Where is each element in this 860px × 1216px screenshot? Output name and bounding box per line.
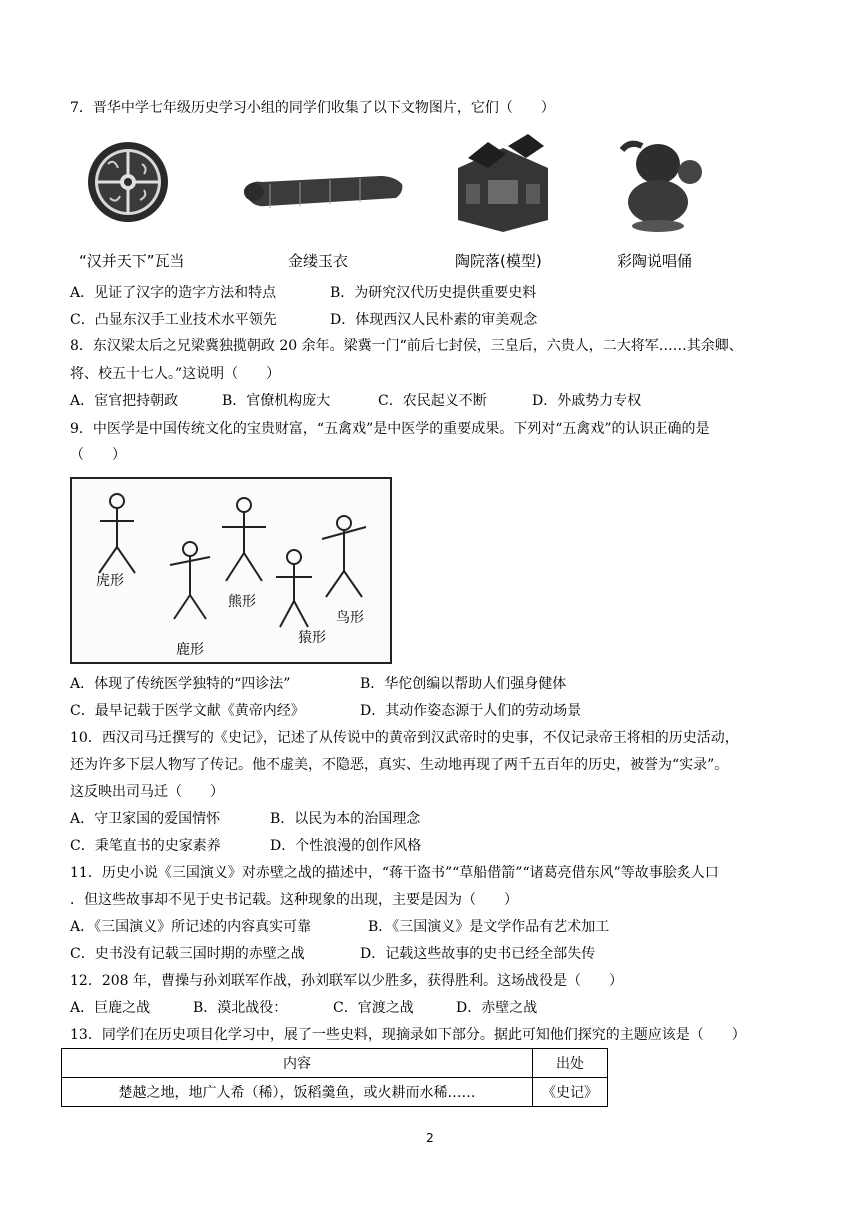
label-bird-form: 鸟形 — [336, 610, 364, 626]
q7-option-b[interactable]: B．为研究汉代历史提供重要史料 — [330, 285, 537, 301]
jade-burial-suit-image — [240, 168, 406, 218]
q12-option-d[interactable]: D．赤壁之战 — [456, 1000, 538, 1016]
q12-stem: 12．208 年，曹操与孙刘联军作战，孙刘联军以少胜多，获得胜利。这场战役是（ ） — [70, 973, 623, 989]
label-bear-form: 熊形 — [228, 594, 256, 610]
q7-option-d[interactable]: D．体现西汉人民朴素的审美观念 — [330, 312, 538, 328]
caption-wadang: “汉并天下”瓦当 — [79, 252, 185, 270]
q11-stem-line1: 11．历史小说《三国演义》对赤壁之战的描述中，“蒋干盗书”“草船借箭”“诸葛亮借东风”等故事脍炙人口 — [70, 865, 719, 881]
caption-figurine: 彩陶说唱俑 — [617, 252, 693, 270]
table-cell-content: 楚越之地，地广人希（稀），饭稻羹鱼，或火耕而水稀…… — [62, 1078, 533, 1107]
q9-stem-line1: 9．中医学是中国传统文化的宝贵财富，“五禽戏”是中医学的重要成果。下列对“五禽戏”的认识正确的是 — [70, 421, 710, 437]
wadang-eave-tile-image — [86, 134, 170, 234]
q7-option-a[interactable]: A．见证了汉字的造字方法和特点 — [70, 285, 277, 301]
table-header-row — [62, 1049, 608, 1078]
q9-option-b[interactable]: B．华佗创编以帮助人们强身健体 — [360, 676, 567, 692]
table-row — [62, 1078, 608, 1107]
q12-option-b[interactable]: B．漠北战役： — [193, 1000, 288, 1016]
q10-stem-line3: 这反映出司马迁（ ） — [70, 784, 224, 800]
table-header-content: 内容 — [62, 1049, 533, 1078]
q12-option-c[interactable]: C．官渡之战 — [333, 1000, 414, 1016]
q9-option-a[interactable]: A．体现了传统医学独特的“四诊法” — [70, 676, 291, 692]
q8-stem-line2: 将、校五十七人。”这说明（ ） — [70, 366, 281, 382]
caption-jade-suit: 金缕玉衣 — [288, 252, 349, 270]
q8-option-c[interactable]: C．农民起义不断 — [378, 393, 487, 409]
q11-option-d[interactable]: D．记载这些故事的史书已经全部失传 — [360, 946, 596, 962]
q9-option-d[interactable]: D．其动作姿态源于人们的劳动场景 — [360, 703, 582, 719]
label-tiger-form: 虎形 — [96, 573, 124, 589]
q9-stem-line2: （ ） — [70, 447, 126, 463]
storyteller-figurine-image — [612, 132, 706, 234]
q13-stem: 13．同学们在历史项目化学习中，展了一些史料，现摘录如下部分。据此可知他们探究的主题应该是（ ） — [70, 1027, 746, 1043]
q11-option-b[interactable]: B．《三国演义》是文学作品有艺术加工 — [368, 919, 610, 935]
q11-option-c[interactable]: C．史书没有记载三国时期的赤壁之战 — [70, 946, 305, 962]
q8-stem-line1: 8．东汉梁太后之兄梁冀独揽朝政 20 余年。梁冀一门“前后七封侯，三皇后，六贵人，二大将军……其余卿、 — [70, 338, 743, 354]
q9-option-c[interactable]: C．最早记载于医学文献《黄帝内经》 — [70, 703, 305, 719]
q11-option-a[interactable]: A．《三国演义》所记述的内容真实可靠 — [70, 919, 312, 935]
q10-stem-line2: 还为许多下层人物写了传记。他不虚美，不隐恶，真实、生动地再现了两千五百年的历史，被誉为“实录”。 — [70, 757, 729, 773]
q7-stem: 7．晋华中学七年级历史学习小组的同学们收集了以下文物图片，它们（ ） — [70, 100, 555, 116]
table-header-source: 出处 — [533, 1049, 608, 1078]
q8-option-a[interactable]: A．宦官把持朝政 — [70, 393, 179, 409]
q12-option-a[interactable]: A．巨鹿之战 — [70, 1000, 151, 1016]
table-cell-source: 《史记》 — [533, 1078, 608, 1107]
q13-source-table — [61, 1048, 608, 1107]
q10-option-c[interactable]: C．秉笔直书的史家素养 — [70, 838, 221, 854]
five-animal-exercise-figure — [70, 477, 392, 664]
q7-option-c[interactable]: C．凸显东汉手工业技术水平领先 — [70, 312, 277, 328]
q11-stem-line2: ．但这些故事却不见于史书记载。这种现象的出现，主要是因为（ ） — [70, 892, 518, 908]
q10-stem-line1: 10．西汉司马迁撰写的《史记》，记述了从传说中的黄帝到汉武帝时的史事，不仅记录帝王将相的历史活动， — [70, 730, 739, 746]
pottery-courtyard-model-image — [448, 128, 558, 234]
q10-option-d[interactable]: D．个性浪漫的创作风格 — [270, 838, 422, 854]
q10-option-a[interactable]: A．守卫家国的爱国情怀 — [70, 811, 221, 827]
page-number: 2 — [426, 1131, 434, 1145]
q8-option-b[interactable]: B．官僚机构庞大 — [222, 393, 331, 409]
label-ape-form: 猿形 — [298, 630, 326, 646]
q8-option-d[interactable]: D．外戚势力专权 — [532, 393, 642, 409]
label-deer-form: 鹿形 — [176, 642, 204, 658]
q10-option-b[interactable]: B．以民为本的治国理念 — [270, 811, 421, 827]
caption-courtyard: 陶院落(模型) — [455, 252, 542, 270]
